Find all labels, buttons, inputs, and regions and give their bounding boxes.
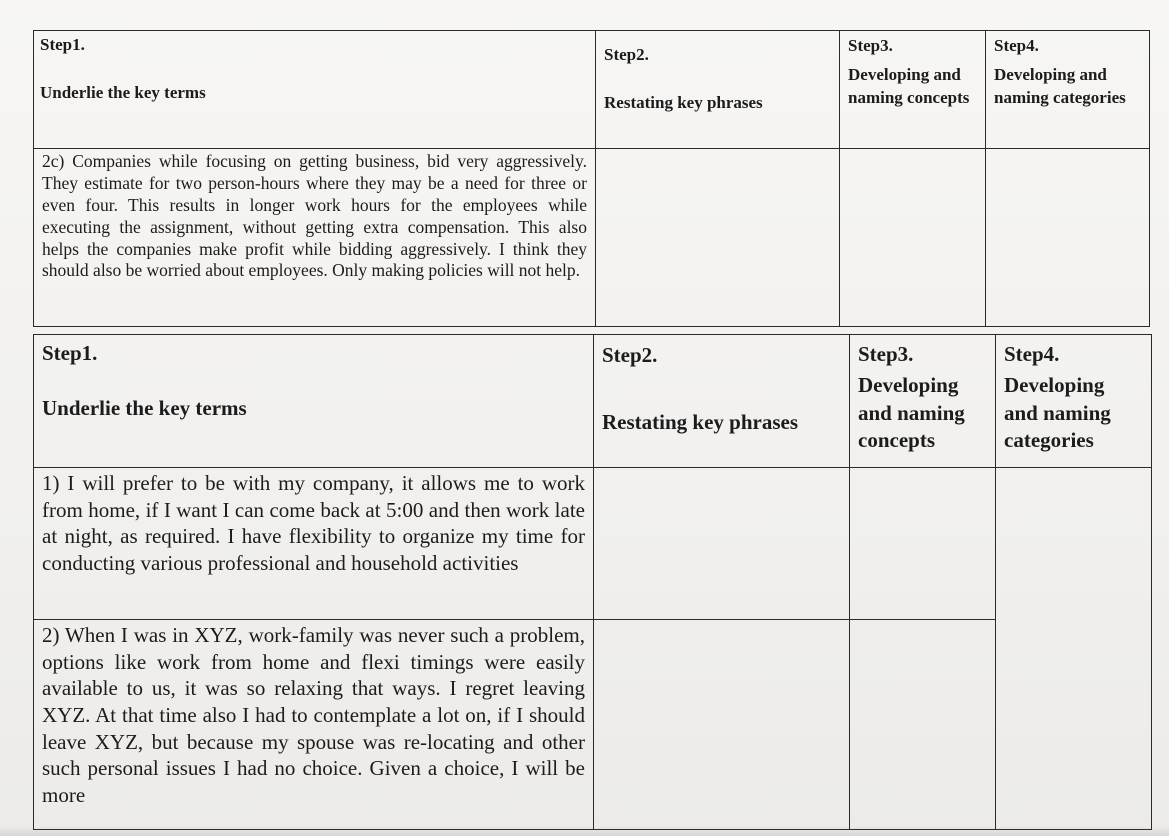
coding-table-bottom (33, 334, 1152, 830)
restated-phrase-cell (596, 149, 840, 327)
step4-label: Step4. (1004, 342, 1060, 366)
step3-title: Developing and naming concepts (848, 64, 970, 107)
header-step1 (34, 31, 596, 149)
header-step3 (850, 335, 996, 468)
step2-title: Restating key phrases (602, 410, 799, 434)
concept-cell (850, 620, 996, 830)
table-row (34, 620, 1152, 830)
step1-label: Step1. (40, 35, 85, 54)
header-step4 (996, 335, 1152, 468)
step1-title: Underlie the key terms (42, 396, 247, 420)
table-header-row (34, 31, 1150, 149)
table-row (34, 468, 1152, 620)
header-step3 (840, 31, 986, 149)
header-step2 (596, 31, 840, 149)
step1-label: Step1. (42, 341, 98, 365)
step2-title: Restating key phrases (604, 93, 763, 112)
restated-phrase-cell (594, 468, 850, 620)
restated-phrase-cell (594, 620, 850, 830)
table-header-row (34, 335, 1152, 468)
concept-cell (850, 468, 996, 620)
step3-title: Developing and naming concepts (858, 373, 965, 452)
transcript-excerpt: 1) I will prefer to be with my company, it allows me to work from home, if I want I can come back at 5:00 and then work late at night, as required. I have flexibility to organize my time for conducting various professional and household activities (34, 468, 594, 620)
header-step2 (594, 335, 850, 468)
step3-label: Step3. (858, 342, 914, 366)
header-step1 (34, 335, 594, 468)
category-cell (986, 149, 1150, 327)
page-edge-shadow (0, 826, 1169, 836)
step1-title: Underlie the key terms (40, 83, 206, 102)
header-step4 (986, 31, 1150, 149)
step3-label: Step3. (848, 36, 893, 55)
table-row (34, 149, 1150, 327)
transcript-excerpt: 2) When I was in XYZ, work-family was never such a problem, options like work from home and flexi timings were easily available to us, it was so relaxing that ways. I regret leaving XYZ. At that time also I had to contemplate a lot on, if I should leave XYZ, but because my spouse was re-locating and other such personal issues I had no choice. Given a choice, I will be more (34, 620, 594, 830)
concept-cell (840, 149, 986, 327)
step4-title: Developing and naming categories (1004, 373, 1111, 452)
step2-label: Step2. (604, 45, 649, 64)
step4-label: Step4. (994, 36, 1039, 55)
step2-label: Step2. (602, 343, 658, 367)
step4-title: Developing and naming categories (994, 64, 1126, 107)
coding-table-top (33, 30, 1150, 327)
transcript-excerpt: 2c) Companies while focusing on getting business, bid very aggressively. They estimate for two person-hours where they may be a need for three or even four. This results in longer work hours for the employees while executing the assignment, without getting extra compensation. This also helps the companies make profit while bidding aggressively. I think they should also be worried about employees. Only making policies will not help. (34, 149, 596, 327)
category-cell (996, 468, 1152, 830)
